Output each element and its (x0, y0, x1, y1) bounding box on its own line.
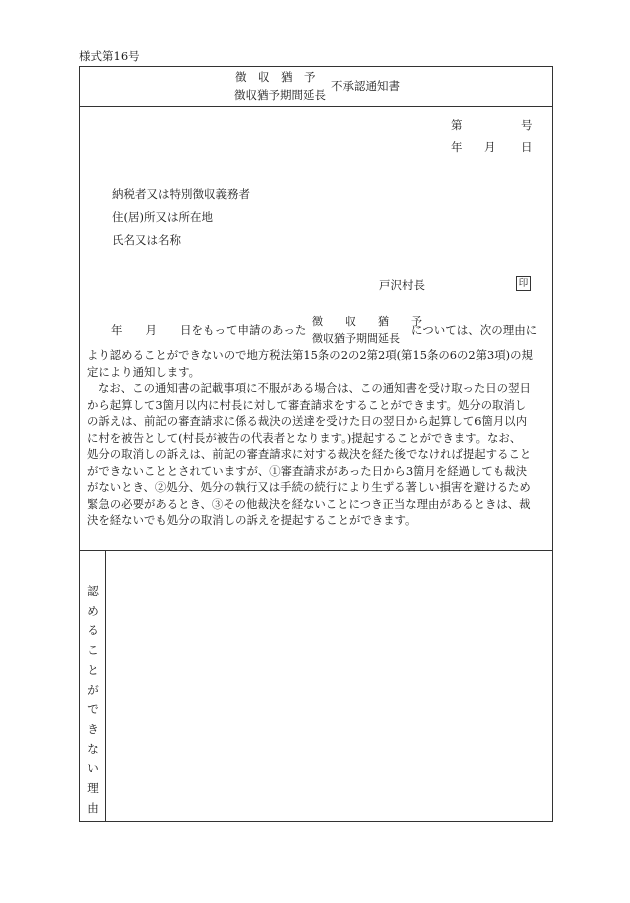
notice-line: の訴えは、前記の審査請求に係る裁決の送達を受けた日の翌日から起算して6箇月以内 (87, 414, 528, 428)
notice-paragraph (87, 380, 547, 529)
reason-label-char: い (87, 761, 99, 776)
body-line1-prefix: 年 月 日をもって申請のあった (111, 323, 307, 337)
reason-label-char: 認 (87, 584, 99, 598)
title-divider (79, 106, 553, 107)
form-number: 様式第16号 (79, 49, 140, 63)
notice-line: 処分の取消しの訴えは、前記の審査請求に対する裁決を経た後でなければ提起すること (87, 447, 532, 461)
reason-label-char: な (87, 741, 99, 756)
body-line1-upper: 徴 収 猶 予 (312, 315, 422, 328)
issuer-title: 戸沢村長 (379, 278, 425, 292)
body-line3: 定により通知します。 (87, 364, 200, 379)
body-line1-lower: 徴収猶予期間延長 (312, 332, 400, 345)
body-line1-suffix: については、次の理由に (411, 323, 538, 337)
notice-line: 緊急の必要があるとき、③その他裁決を経ないことにつき正当な理由があるときは、裁 (87, 496, 531, 511)
reason-label-char: き (87, 721, 99, 736)
recipient-name: 氏名又は名称 (112, 233, 181, 247)
reason-label-char: こ (87, 643, 99, 658)
date-month: 月 (484, 140, 496, 154)
notice-line: に村を被告として(村長が被告の代表者となります。)提起することができます。なお、 (87, 430, 522, 445)
notice-line: なお、この通知書の記載事項に不服がある場合は、この通知書を受け取った日の翌日 (98, 381, 531, 395)
date-year: 年 (451, 140, 463, 154)
notice-line: ができないこととされていますが、①審査請求があった日から3箇月を経過しても裁決 (87, 463, 527, 478)
reason-label-char: が (87, 682, 99, 697)
reason-label-char: 由 (87, 800, 99, 815)
recipient-address: 住(居)所又は所在地 (112, 210, 213, 224)
body-line2: より認めることができないので地方税法第15条の2の2第2項(第15条の6の2第3項)の規 (87, 348, 533, 362)
title-upper: 徴 収 猶 予 (235, 70, 316, 84)
title-lower: 徴収猶予期間延長 (234, 88, 326, 102)
seal-mark: 印 (516, 276, 531, 291)
reason-label-char: 理 (87, 781, 99, 796)
reason-label (85, 582, 101, 818)
date-day: 日 (521, 140, 533, 154)
reason-label-char: め (87, 603, 99, 618)
number-go: 号 (521, 118, 533, 132)
reason-label-char: と (87, 662, 99, 677)
recipient-taxpayer: 納税者又は特別徴収義務者 (112, 187, 250, 201)
notice-line: から起算して3箇月以内に村長に対して審査請求をすることができます。処分の取消し (87, 397, 527, 412)
reason-label-char: る (87, 623, 99, 638)
title-suffix: 不承認通知書 (331, 79, 400, 93)
number-dai: 第 (451, 118, 463, 132)
reason-label-char: で (87, 702, 99, 717)
notice-line: がないとき、②処分、処分の執行又は手続の続行により生ずる著しい損害を避けるため (87, 480, 531, 494)
notice-line: 決を経ないでも処分の取消しの訴えを提起することができます。 (87, 513, 417, 527)
reason-entry-area[interactable] (105, 551, 553, 822)
body-paragraph (87, 347, 547, 380)
